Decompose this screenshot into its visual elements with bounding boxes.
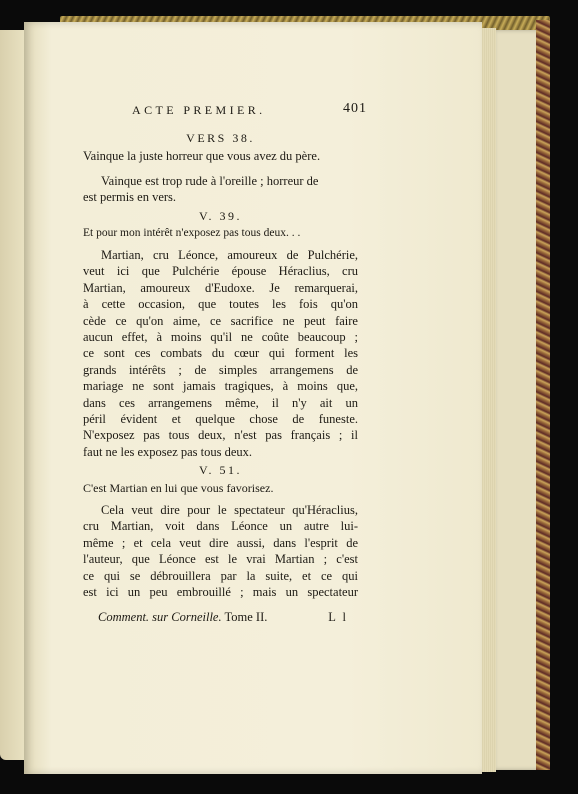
text-line: cède ce qu'on aime, ce sacrifice ne peut faire [83, 313, 358, 328]
quote-verse-51: C'est Martian en lui que vous favorisez. [83, 481, 274, 495]
text-line: dans ces arrangemens même, il n'y ait un [83, 395, 358, 410]
text-line: mariage ne sont jamais tragiques, à moins que, [83, 379, 358, 394]
text-line: est ici un peu embrouillé ; mais un spectateur [83, 585, 358, 600]
text-line: Martian, amoureux d'Eudoxe. Je remarquerai, [83, 280, 358, 295]
quote-verse-39: Et pour mon intérêt n'exposez pas tous deux. . . [83, 227, 301, 239]
page-number: 401 [343, 101, 367, 116]
text-line: l'auteur, que Léonce est le vrai Martian ; c'est [83, 552, 358, 567]
text-line: Martian, cru Léonce, amoureux de Pulchérie, [101, 248, 358, 262]
text-line: aucun effet, à moins qu'il ne coûte beaucoup ; [83, 330, 358, 345]
commentary-paragraph-2 [83, 502, 358, 600]
page-footer [98, 610, 348, 625]
text-line: ce qui se débrouillera par la suite, et ce qui [83, 568, 358, 583]
page-stack-edge [482, 28, 496, 772]
running-title: ACTE PREMIER. [132, 103, 266, 117]
text-line: faut ne les exposez pas tous deux. [83, 444, 253, 459]
quote-verse-38: Vainque la juste horreur que vous avez du père. [83, 149, 321, 163]
verse-label-39: V. 39. [198, 209, 243, 223]
text-line: veut ici que Pulchérie épouse Héraclius, cru [83, 264, 358, 279]
text-line: cru Martian, voit dans Léonce un autre lui- [83, 519, 358, 534]
verse-label-51: V. 51. [198, 463, 243, 477]
running-header [132, 103, 367, 118]
text-line: Cela veut dire pour le spectateur qu'Héraclius, [101, 503, 358, 517]
text-line: même ; et cela veut dire aussi, dans l'esprit de [83, 535, 358, 550]
signature-mark: L l [328, 610, 348, 624]
text-line: ce sont ces combats du cœur qui forment les [83, 346, 358, 361]
text-line: péril évident et quelque chose de funeste. [83, 412, 358, 427]
text-line: N'exposez pas tous deux, n'est pas français ; il [83, 428, 358, 443]
text-line: à cette occasion, que toutes les fois qu'on [83, 297, 358, 312]
gilt-edge-right [536, 20, 550, 770]
footer-source: Comment. sur Corneille. [98, 610, 222, 624]
commentary-paragraph-1 [83, 247, 358, 460]
footer-tome: Tome II. [224, 610, 268, 624]
comment-38-line2: est permis en vers. [83, 190, 177, 204]
verse-label-38: VERS 38. [186, 131, 255, 145]
text-line: grands intérêts ; de simples arrangemens de [83, 362, 358, 377]
comment-38-line1: Vainque est trop rude à l'oreille ; horreur de [101, 174, 319, 188]
